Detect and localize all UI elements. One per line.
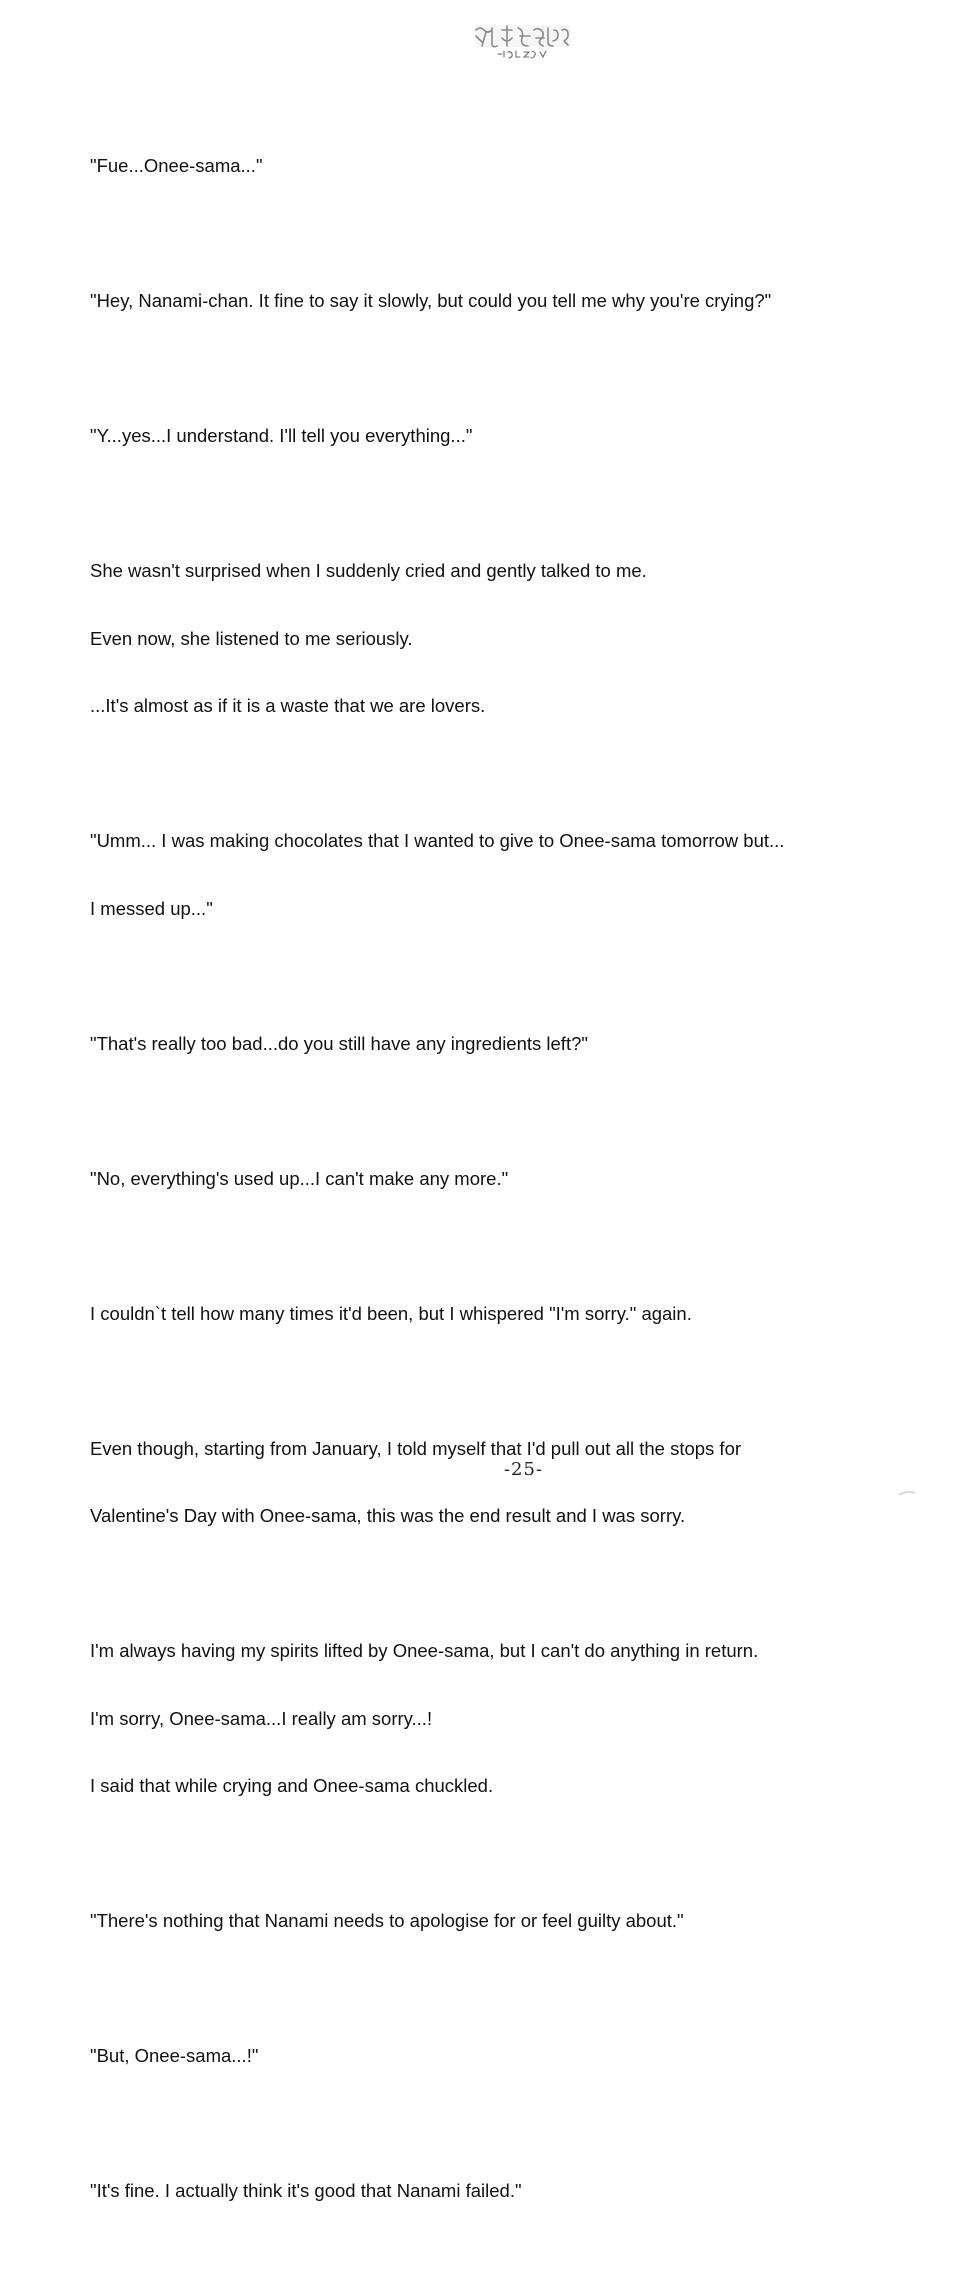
- paragraph: [90, 380, 870, 493]
- text-line: She wasn't surprised when I suddenly cried and gently talked to me.: [90, 560, 647, 581]
- paragraph: [90, 245, 870, 358]
- paragraph: [90, 515, 870, 763]
- text-line: I couldn`t tell how many times it'd been, but I whispered "I'm sorry." again.: [90, 1302, 692, 1324]
- book-title-logo-icon: [462, 20, 574, 62]
- text-line: "Y...yes...I understand. I'll tell you everything...": [90, 425, 473, 446]
- text-line: I messed up...": [90, 897, 213, 919]
- text-line: "It's fine. I actually think it's good that Nanami failed.": [90, 2180, 522, 2201]
- text-line: "There's nothing that Nanami needs to apologise for or feel guilty about.": [90, 1910, 684, 1931]
- text-line: "That's really too bad...do you still have any ingredients left?": [90, 1032, 588, 1054]
- text-line: I'm sorry, Onee-sama...I really am sorry...!: [90, 1707, 433, 1729]
- page-number: -25-: [503, 1459, 544, 1480]
- paragraph: [90, 1865, 870, 1978]
- paragraph: [90, 988, 870, 1101]
- paragraph: [90, 785, 870, 965]
- paragraph: [90, 110, 870, 223]
- text-line: I'm always having my spirits lifted by Onee-sama, but I can't do anything in return.: [90, 1640, 759, 1661]
- text-line: Even now, she listened to me seriously.: [90, 627, 413, 649]
- text-line: "No, everything's used up...I can't make any more.": [90, 1167, 509, 1189]
- text-line: "Fue...Onee-sama...": [90, 155, 263, 176]
- paragraph: [90, 1595, 870, 1843]
- text-line: I said that while crying and Onee-sama chuckled.: [90, 1775, 494, 1796]
- paragraph: [90, 2000, 870, 2113]
- text-line: "Umm... I was making chocolates that I wanted to give to Onee-sama tomorrow but...: [90, 830, 785, 851]
- paragraph: [90, 1393, 870, 1573]
- text-line: "Hey, Nanami-chan. It fine to say it slowly, but could you tell me why you're crying?": [90, 290, 772, 311]
- text-line: ...It's almost as if it is a waste that we are lovers.: [90, 695, 486, 716]
- paragraph: [90, 1123, 870, 1236]
- scan-mark-icon: [898, 1484, 916, 1492]
- body-text: [90, 110, 870, 2270]
- text-line: Even though, starting from January, I told myself that I'd pull out all the stops for: [90, 1437, 742, 1459]
- text-line: Valentine's Day with Onee-sama, this was the end result and I was sorry.: [90, 1505, 686, 1526]
- paragraph: [90, 2135, 870, 2248]
- paragraph: [90, 1258, 870, 1371]
- text-line: "But, Onee-sama...!": [90, 2045, 259, 2066]
